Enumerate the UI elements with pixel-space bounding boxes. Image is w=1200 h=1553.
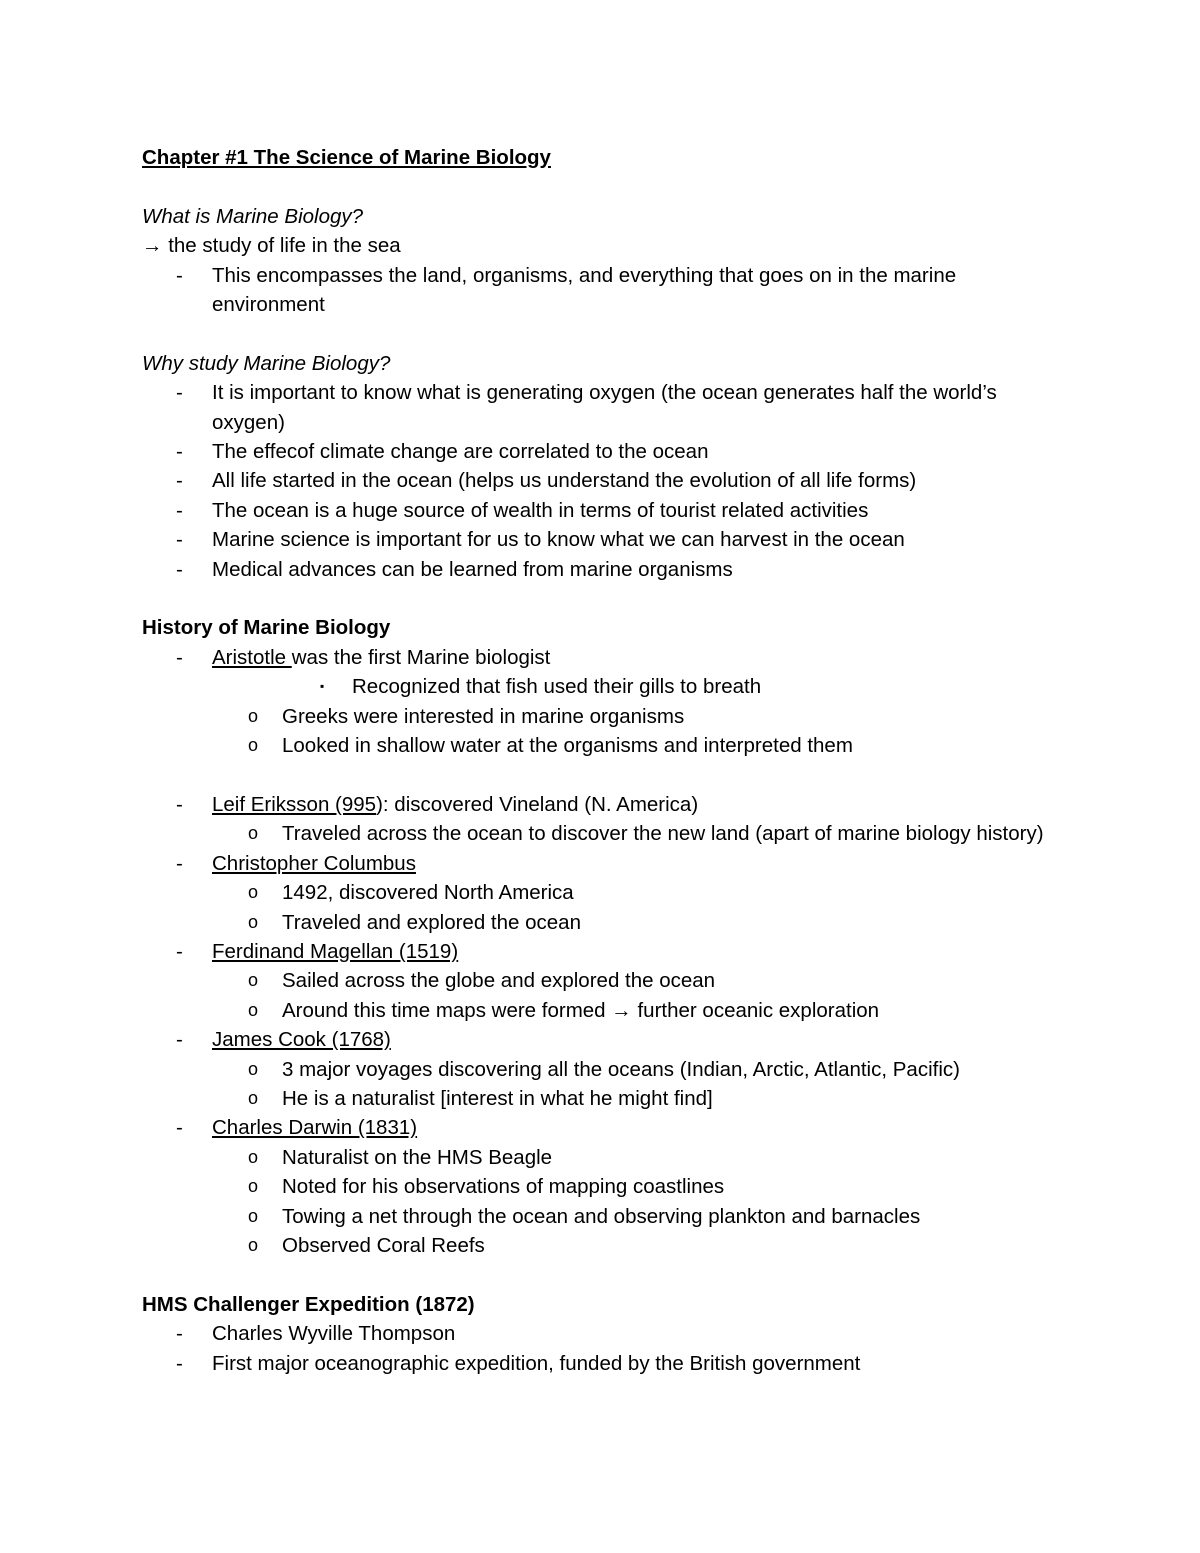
- list-item: - Charles Wyville Thompson: [142, 1319, 1062, 1348]
- blank-line: [142, 584, 1062, 613]
- list-subitem: o Naturalist on the HMS Beagle: [142, 1143, 1062, 1172]
- dash-marker: -: [176, 498, 183, 522]
- circle-bullet-icon: o: [248, 1087, 259, 1108]
- dash-marker: -: [176, 939, 183, 963]
- dash-marker: -: [176, 792, 183, 816]
- circle-bullet-icon: o: [248, 882, 259, 903]
- dash-marker: -: [176, 1028, 183, 1052]
- list-item: - This encompasses the land, organisms, and everything that goes on in the marine environment: [142, 261, 1062, 320]
- list-subitem: o Towing a net through the ocean and observing plankton and barnacles: [142, 1202, 1062, 1231]
- definition-line: [142, 231, 1062, 260]
- arrow-icon: →: [142, 234, 163, 258]
- blank-line: [142, 319, 1062, 348]
- list-subitem: o 1492, discovered North America: [142, 878, 1062, 907]
- person-name: Aristotle: [212, 645, 292, 669]
- list-subitem: o Looked in shallow water at the organisms and interpreted them: [142, 731, 1062, 760]
- list-item: - It is important to know what is generating oxygen (the ocean generates half the world’s oxygen): [142, 378, 1062, 437]
- dash-marker: -: [176, 851, 183, 875]
- question-what-is: What is Marine Biology?: [142, 204, 364, 228]
- list-subitem: o Around this time maps were formed → further oceanic exploration: [142, 996, 1062, 1025]
- list-item: - Marine science is important for us to know what we can harvest in the ocean: [142, 525, 1062, 554]
- blank-line: [142, 760, 1062, 789]
- person-name: Christopher Columbus: [212, 851, 416, 875]
- list-item: - The effecof climate change are correlated to the ocean: [142, 437, 1062, 466]
- circle-bullet-icon: o: [248, 1234, 259, 1255]
- list-item: - All life started in the ocean (helps us understand the evolution of all life forms): [142, 466, 1062, 495]
- dash-marker: -: [176, 381, 183, 405]
- document-body: [142, 143, 1062, 1378]
- page-title: Chapter #1 The Science of Marine Biology: [142, 146, 551, 169]
- person-name: Ferdinand Magellan (1519): [212, 939, 459, 963]
- circle-bullet-icon: o: [248, 1176, 259, 1197]
- dash-marker: -: [176, 557, 183, 581]
- section-heading-challenger: HMS Challenger Expedition (1872): [142, 1292, 475, 1316]
- list-item: - First major oceanographic expedition, funded by the British government: [142, 1349, 1062, 1378]
- dash-marker: -: [176, 528, 183, 552]
- circle-bullet-icon: o: [248, 1205, 259, 1226]
- list-subitem: o Sailed across the globe and explored the ocean: [142, 966, 1062, 995]
- list-subitem: ▪ Recognized that fish used their gills to breath: [142, 672, 1062, 701]
- dash-marker: -: [176, 469, 183, 493]
- square-bullet-icon: ▪: [320, 679, 325, 694]
- list-subitem: o Traveled and explored the ocean: [142, 908, 1062, 937]
- list-subitem: o Greeks were interested in marine organisms: [142, 702, 1062, 731]
- list-item-aristotle: - Aristotle was the first Marine biologist: [142, 643, 1062, 672]
- circle-bullet-icon: o: [248, 735, 259, 756]
- person-name: Leif Eriksson (995: [212, 792, 377, 816]
- dash-marker: -: [176, 263, 183, 287]
- circle-bullet-icon: o: [248, 1058, 259, 1079]
- blank-line: [142, 172, 1062, 201]
- person-name: James Cook (1768): [212, 1028, 391, 1052]
- circle-bullet-icon: o: [248, 911, 259, 932]
- arrow-icon: →: [611, 998, 632, 1022]
- circle-bullet-icon: o: [248, 1146, 259, 1167]
- list-item-magellan: [142, 937, 1062, 966]
- list-subitem: o Noted for his observations of mapping coastlines: [142, 1172, 1062, 1201]
- circle-bullet-icon: o: [248, 970, 259, 991]
- definition-text: the study of life in the sea: [168, 234, 401, 258]
- list-item-leif: - Leif Eriksson (995): discovered Vineland (N. America): [142, 790, 1062, 819]
- person-name: Charles Darwin (1831): [212, 1116, 418, 1140]
- section-heading-history: History of Marine Biology: [142, 616, 391, 640]
- list-subitem: o He is a naturalist [interest in what he might find]: [142, 1084, 1062, 1113]
- list-item: - The ocean is a huge source of wealth in terms of tourist related activities: [142, 496, 1062, 525]
- dash-marker: -: [176, 1322, 183, 1346]
- list-item: - Medical advances can be learned from marine organisms: [142, 555, 1062, 584]
- question-why-study: Why study Marine Biology?: [142, 351, 391, 375]
- circle-bullet-icon: o: [248, 705, 259, 726]
- list-subitem: o Observed Coral Reefs: [142, 1231, 1062, 1260]
- list-item-darwin: [142, 1113, 1062, 1142]
- list-item-columbus: [142, 849, 1062, 878]
- list-item-cook: [142, 1025, 1062, 1054]
- circle-bullet-icon: o: [248, 999, 259, 1020]
- dash-marker: -: [176, 440, 183, 464]
- dash-marker: -: [176, 1116, 183, 1140]
- dash-marker: -: [176, 1351, 183, 1375]
- circle-bullet-icon: o: [248, 823, 259, 844]
- dash-marker: -: [176, 645, 183, 669]
- list-subitem: o 3 major voyages discovering all the oceans (Indian, Arctic, Atlantic, Pacific): [142, 1055, 1062, 1084]
- list-subitem: o Traveled across the ocean to discover the new land (apart of marine biology history): [142, 819, 1062, 848]
- blank-line: [142, 1260, 1062, 1289]
